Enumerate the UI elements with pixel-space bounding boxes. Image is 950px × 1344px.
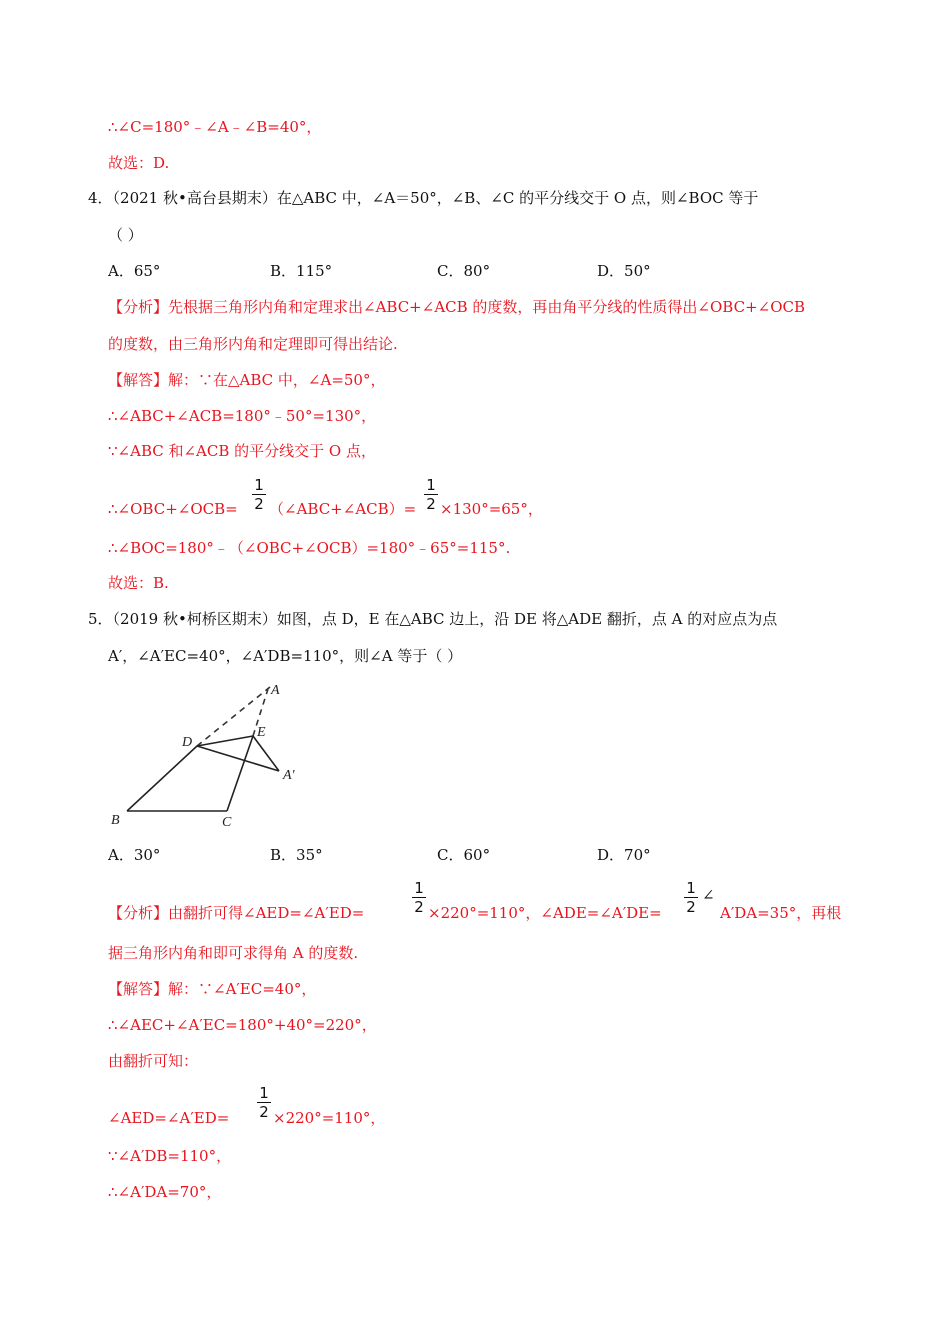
line-conclusion-c: ∴∠C=180°﹣∠A﹣∠B=40°， (108, 118, 322, 136)
q4-solution-4c: ×130°=65°， (440, 500, 543, 518)
q4-solution-2: ∴∠ABC+∠ACB=180°﹣50°=130°， (108, 407, 377, 425)
fraction-numerator: 1 (257, 1084, 271, 1103)
q4-solution-4a: ∴∠OBC+∠OCB= (108, 500, 238, 518)
label-a: A (271, 683, 280, 698)
fraction-denominator: 2 (426, 495, 436, 513)
q5-solution-6: ∴∠A′DA=70°， (108, 1183, 222, 1201)
question-4-stem: 4．（2021 秋•高台县期末）在△ABC 中，∠A＝50°，∠B、∠C 的平分线交于 O 点，则∠BOC 等于 (88, 189, 759, 207)
edge-da-prime (197, 746, 279, 771)
q5-analysis-angle-symbol: ∠ (702, 886, 715, 904)
q5-analysis-1b: ×220°=110°，∠ADE=∠A′DE= (428, 904, 662, 922)
label-c: C (222, 815, 232, 830)
q5-analysis-2: 据三角形内角和即可求得角 A 的度数. (108, 944, 359, 962)
q5-option-a: A．30° (108, 846, 161, 864)
q5-option-d: D．70° (597, 846, 651, 864)
fraction-half (252, 476, 266, 513)
fraction-half (424, 476, 438, 513)
fraction-half (412, 879, 426, 916)
q5-option-c: C．60° (437, 846, 491, 864)
fraction-numerator: 1 (252, 476, 266, 495)
q4-option-c: C．80° (437, 262, 491, 280)
fraction-denominator: 2 (414, 898, 424, 916)
edge-de (197, 736, 253, 746)
fraction-numerator: 1 (412, 879, 426, 898)
q4-solution-1: 【解答】解：∵在△ABC 中，∠A=50°， (108, 371, 386, 389)
fraction-numerator: 1 (424, 476, 438, 495)
label-e: E (257, 725, 266, 740)
label-d: D (182, 735, 193, 750)
question-5-stem-2: A′，∠A′EC=40°，∠A′DB=110°，则∠A 等于（ ） (108, 647, 463, 665)
label-a-prime: A′ (283, 768, 295, 783)
fraction-half (684, 879, 698, 916)
line-choice-d: 故选：D. (108, 154, 170, 172)
q4-answer: 故选：B. (108, 574, 169, 592)
q4-solution-4b: （∠ABC+∠ACB）= (269, 500, 417, 518)
question-5-stem: 5．（2019 秋•柯桥区期末）如图，点 D，E 在△ABC 边上，沿 DE 将△ADE 翻折，点 A 的对应点为点 (88, 610, 778, 628)
fraction-denominator: 2 (254, 495, 264, 513)
fraction-denominator: 2 (259, 1103, 269, 1121)
fraction-denominator: 2 (686, 898, 696, 916)
q5-analysis-1d: A′DA=35°，再根 (720, 904, 842, 922)
triangle-fold-figure (105, 675, 305, 835)
q5-solution-4a: ∠AED=∠A′ED= (108, 1109, 230, 1127)
q4-solution-5: ∴∠BOC=180°﹣（∠OBC+∠OCB）=180°﹣65°=115°. (108, 539, 511, 557)
q4-option-b: B．115° (270, 262, 333, 280)
q5-analysis-1a: 【分析】由翻折可得∠AED=∠A′ED= (108, 904, 365, 922)
q4-solution-3: ∵∠ABC 和∠ACB 的平分线交于 O 点， (108, 442, 376, 460)
q5-solution-5: ∵∠A′DB=110°， (108, 1147, 232, 1165)
q5-solution-2: ∴∠AEC+∠A′EC=180°+40°=220°， (108, 1016, 377, 1034)
edge-ce (227, 736, 253, 811)
q5-option-b: B．35° (270, 846, 323, 864)
q5-solution-1: 【解答】解：∵∠A′EC=40°， (108, 980, 317, 998)
q4-analysis-1: 【分析】先根据三角形内角和定理求出∠ABC+∠ACB 的度数，再由角平分线的性质得出∠OBC+∠OCB (108, 298, 805, 316)
edge-bd (127, 746, 197, 811)
question-4-paren: （ ） (108, 226, 143, 244)
fraction-half (257, 1084, 271, 1121)
q5-solution-4b: ×220°=110°， (273, 1109, 386, 1127)
fraction-numerator: 1 (684, 879, 698, 898)
q4-option-a: A．65° (108, 262, 161, 280)
label-b: B (111, 813, 120, 828)
q4-analysis-2: 的度数，由三角形内角和定理即可得出结论. (108, 335, 398, 353)
q5-solution-3: 由翻折可知： (108, 1052, 199, 1070)
q4-option-d: D．50° (597, 262, 651, 280)
edge-ea-prime (253, 736, 279, 771)
